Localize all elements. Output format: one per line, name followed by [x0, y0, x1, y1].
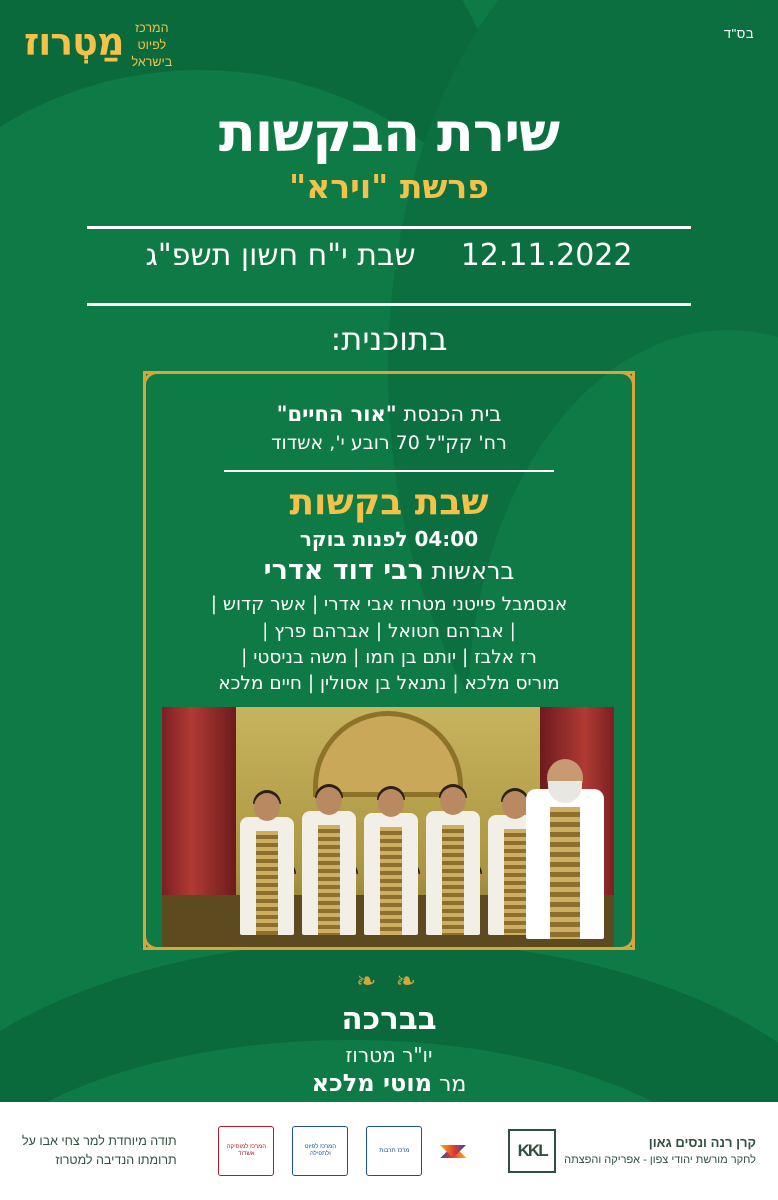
program-card — [143, 371, 635, 950]
logo-wordmark: מַטְרוז — [24, 20, 124, 65]
sponsor-logo-culture — [366, 1126, 422, 1176]
thanks-note — [22, 1132, 177, 1170]
footer — [0, 1102, 778, 1200]
flourish-ornament: ❧ ❧ — [356, 967, 422, 996]
performer-line: מוריס מלכא | נתנאל בן אסולין | חיים מלכא — [218, 673, 560, 695]
venue-block — [164, 400, 614, 456]
venue-prefix: בית הכנסת — [403, 402, 502, 427]
signatory-person: מוטי מלכא — [311, 1069, 432, 1098]
sponsor-logos — [218, 1126, 466, 1176]
star-icon — [440, 1138, 466, 1164]
program-label: בתוכנית: — [330, 320, 448, 359]
matruz-logo — [24, 14, 172, 71]
kkl-logo-icon: KKL — [508, 1129, 556, 1173]
logo-subtitle-line-1: המרכז — [135, 21, 169, 35]
sponsor-logo-ashdod-text: המרכז למוסיקה אשדוד — [218, 1126, 274, 1176]
performer-line: | אברהם חטואל | אברהם פרץ | — [262, 620, 516, 642]
page-subtitle: פרשת "וירא" — [289, 167, 489, 207]
lead-prefix: בראשות — [431, 557, 515, 586]
header-row — [0, 0, 778, 71]
lead-singer-figure — [526, 789, 604, 939]
date-gregorian: 12.11.2022 — [460, 238, 633, 274]
thanks-line-2: תרומתו הנדיבה למטרוז — [55, 1153, 177, 1167]
signatory-prefix: מר — [438, 1072, 467, 1098]
event-title: שבת בקשות — [289, 482, 489, 524]
performer-line: אנסמבל פייטני מטרוז אבי אדרי | אשר קדוש | — [210, 594, 568, 616]
signatory-role: יו"ר מטרוז — [345, 1043, 433, 1068]
title-block — [0, 100, 778, 207]
blessing-text: בברכה — [341, 1001, 437, 1038]
signatory-name — [0, 1069, 778, 1097]
lead-line — [164, 555, 614, 586]
card-divider — [224, 470, 554, 472]
divider-bottom — [87, 303, 691, 306]
sponsor-logo-ashdod — [218, 1126, 274, 1176]
logo-subtitle — [131, 14, 172, 71]
logo-subtitle-line-2: לפיוט — [137, 37, 167, 52]
sponsor-logo-star — [440, 1138, 466, 1164]
sponsor-kkl-line-1: קרן רנה ונסים גאון — [648, 1134, 756, 1150]
venue-name: "אור החיים" — [276, 402, 397, 427]
date-hebrew: שבת י"ח חשון תשפ"ג — [145, 238, 416, 274]
sponsor-logo-piyut — [292, 1126, 348, 1176]
corner-ornament-top-left — [143, 371, 172, 400]
corner-ornament-top-right — [606, 371, 635, 400]
performers-list — [164, 592, 614, 697]
ensemble-photo — [162, 707, 614, 947]
thanks-line-1: תודה מיוחדת למר צחי אבו על — [22, 1134, 177, 1149]
lead-name: רבי דוד אדרי — [263, 555, 424, 587]
venue-address: רח' קק"ל 70 רובע י', אשדוד — [271, 431, 507, 454]
sponsor-kkl-text — [564, 1134, 756, 1169]
sponsor-logo-piyut-text: המרכז לפיוט ולתפילה — [292, 1126, 348, 1176]
sponsor-logo-culture-text: מרכז תרבות — [366, 1126, 422, 1176]
sponsor-kkl-line-2: לחקר מורשת יהודי צפון - אפריקה והפצתה — [564, 1153, 756, 1166]
page-title: שירת הבקשות — [218, 100, 560, 164]
sponsor-kkl — [508, 1129, 756, 1173]
event-time: 04:00 לפנות בוקר — [299, 527, 479, 552]
bsd-text: בס"ד — [723, 26, 754, 41]
date-row — [0, 229, 778, 283]
performer-line: רז אלבז | יותם בן חמו | משה בניסטי | — [241, 646, 537, 668]
logo-subtitle-line-3: בישראל — [131, 54, 173, 69]
